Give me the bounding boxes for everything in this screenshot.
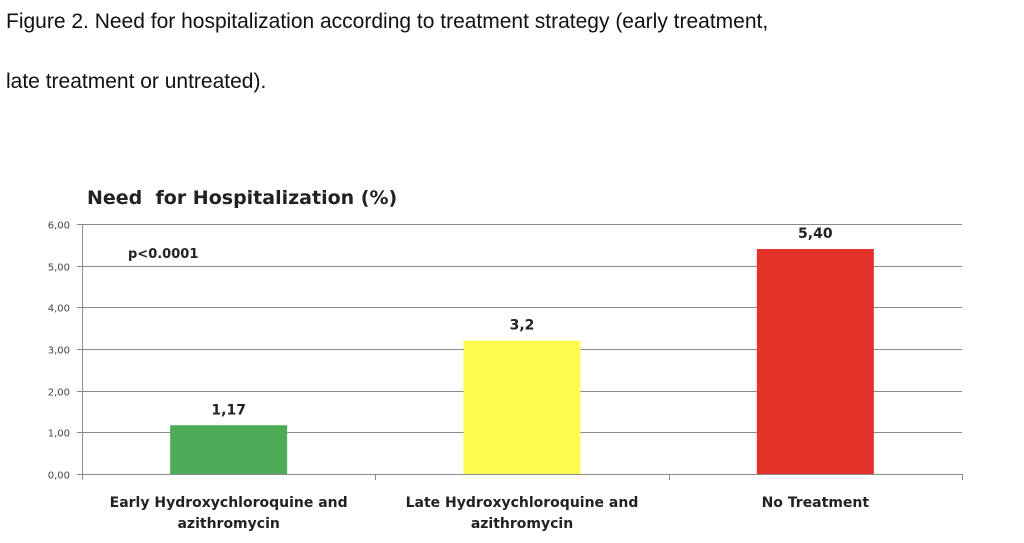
category-labels <box>110 495 870 532</box>
y-tick-label: 1,00 <box>47 428 70 440</box>
bar <box>757 249 874 474</box>
caption-line-2: late treatment or untreated). <box>6 70 267 93</box>
y-tick-label: 3,00 <box>47 345 70 357</box>
y-tick-label: 5,00 <box>47 262 70 274</box>
y-tick-label: 2,00 <box>47 387 70 399</box>
y-tick-label: 6,00 <box>47 220 70 232</box>
category-label: azithromycin <box>470 516 574 532</box>
p-value-annotation: p<0.0001 <box>128 247 199 262</box>
category-label: azithromycin <box>177 516 280 532</box>
y-tick-label: 0,00 <box>47 470 70 482</box>
category-label: Late Hydroxychloroquine and <box>405 495 639 511</box>
data-label: 1,17 <box>211 402 246 419</box>
y-tick-label: 4,00 <box>47 303 70 315</box>
caption-line-1: Figure 2. Need for hospitalization according to treatment strategy (early treatment, <box>6 10 769 33</box>
bar <box>170 425 287 474</box>
data-label: 5,40 <box>798 226 833 242</box>
category-label: Early Hydroxychloroquine and <box>109 495 348 511</box>
chart-title: Need for Hospitalization (%) <box>87 187 398 209</box>
data-label: 3,2 <box>509 317 535 334</box>
bars <box>170 249 874 474</box>
category-label: No Treatment <box>761 495 870 511</box>
bar <box>464 341 581 474</box>
y-axis-ticks <box>48 221 70 482</box>
